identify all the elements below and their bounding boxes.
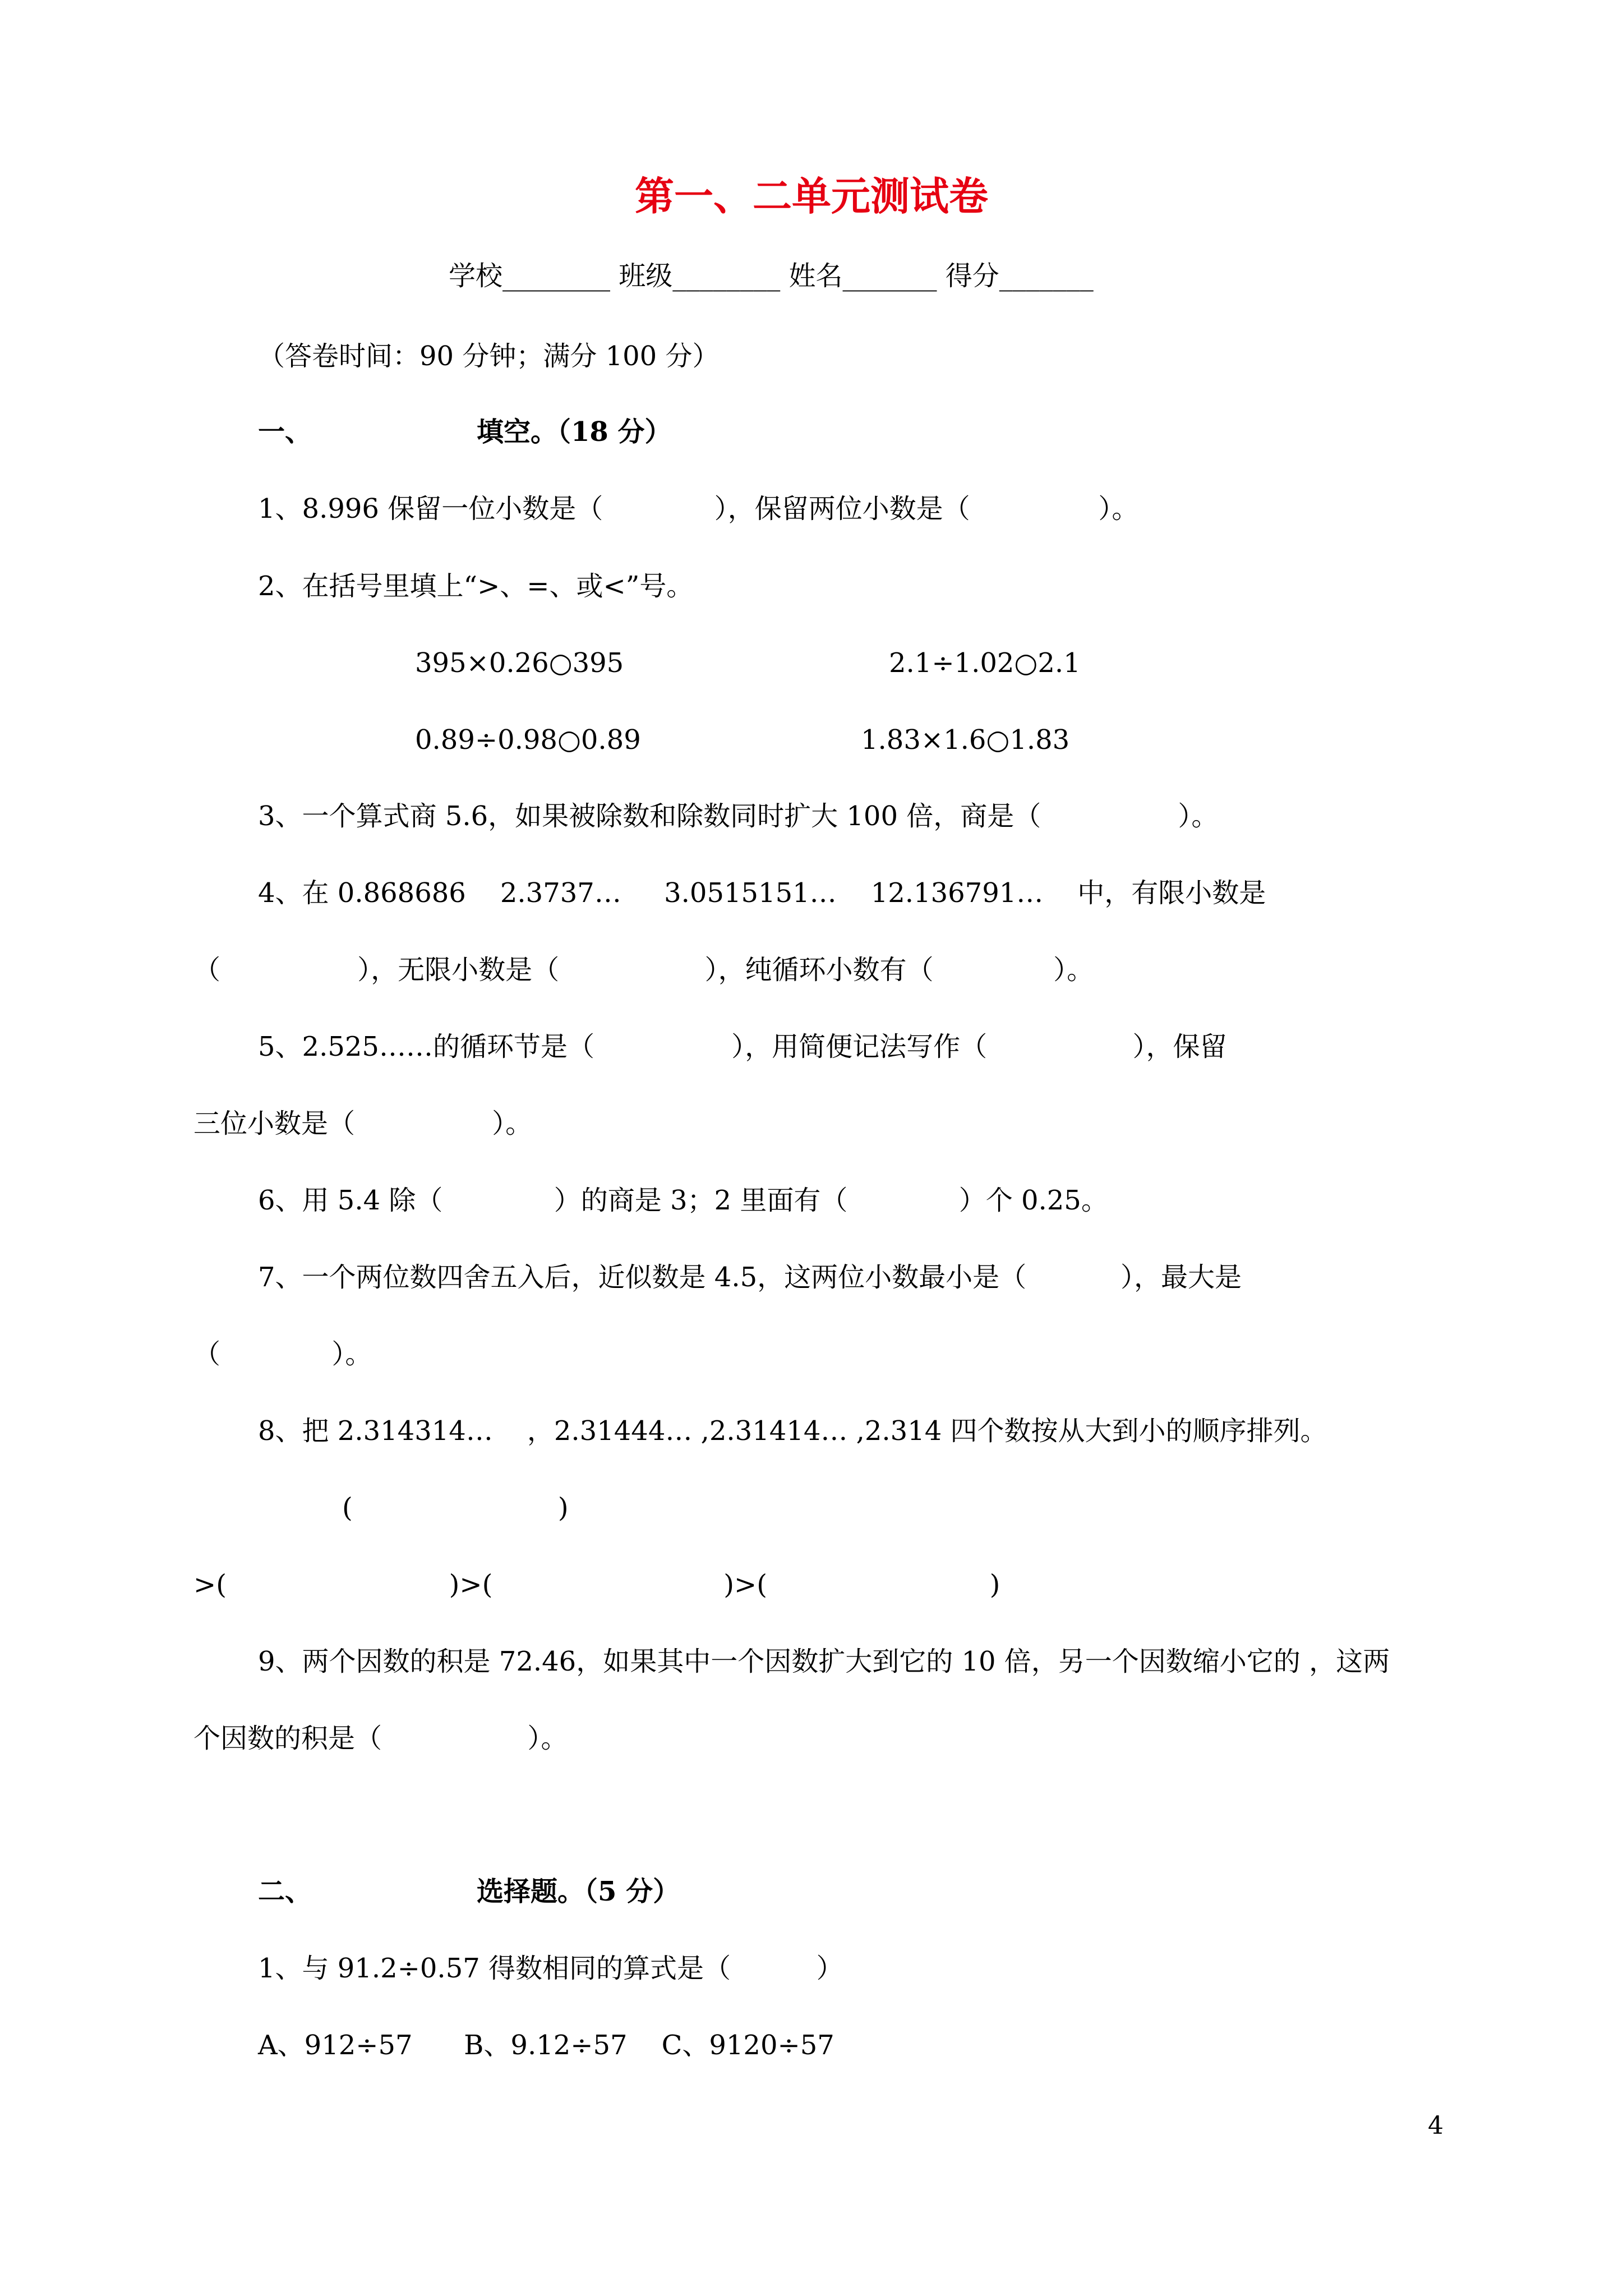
- question-1-8-line3: >( )>( )>( ): [193, 1569, 1000, 1600]
- question-1-7-line1: 7、一个两位数四舍五入后，近似数是 4.5，这两位小数最小是（ ），最大是: [258, 1262, 1242, 1293]
- question-2-1-options: A、912÷57 B、9.12÷57 C、9120÷57: [258, 2030, 834, 2061]
- question-1-5-line1: 5、2.525……的循环节是（ ），用简便记法写作（ ），保留: [258, 1031, 1227, 1062]
- question-1-9-line2: 个因数的积是（ ）。: [193, 1723, 568, 1754]
- question-1-8-line2: ( ): [342, 1492, 569, 1524]
- question-1-4-line1: 4、在 0.868686 2.3737… 3.0515151… 12.136791… 中，有限小数是: [258, 877, 1266, 909]
- section2-heading: 选择题。（5 分）: [477, 1876, 680, 1907]
- question-1-5-line2: 三位小数是（ ）。: [193, 1108, 533, 1139]
- question-1-2d: 1.83×1.6○1.83: [861, 724, 1070, 756]
- page-number: 4: [1428, 2111, 1444, 2140]
- question-2-1: 1、与 91.2÷0.57 得数相同的算式是（ ）: [258, 1953, 843, 1984]
- question-1-6: 6、用 5.4 除（ ）的商是 3；2 里面有（ ）个 0.25。: [258, 1185, 1108, 1216]
- question-1-3: 3、一个算式商 5.6，如果被除数和除数同时扩大 100 倍，商是（ ）。: [258, 800, 1219, 832]
- info-line: 学校________ 班级________ 姓名_______ 得分_______: [449, 260, 1094, 292]
- section1-heading: 填空。（18 分）: [477, 416, 672, 448]
- time-note: （答卷时间：90 分钟；满分 100 分）: [258, 341, 720, 372]
- question-1-9-line1: 9、两个因数的积是 72.46，如果其中一个因数扩大到它的 10 倍，另一个因数缩小它的 ，这两: [258, 1646, 1390, 1677]
- question-1-2a: 395×0.26○395: [415, 647, 624, 679]
- question-1-7-line2: （ ）。: [193, 1338, 372, 1370]
- question-1-2: 2、在括号里填上“>、=、或<”号。: [258, 570, 694, 602]
- question-1-2b: 2.1÷1.02○2.1: [889, 647, 1081, 679]
- page-title: 第一、二单元测试卷: [635, 173, 988, 219]
- question-1-1: 1、8.996 保留一位小数是（ ），保留两位小数是（ ）。: [258, 493, 1139, 524]
- section1-number: 一、: [258, 416, 312, 448]
- question-1-8-line1: 8、把 2.314314… ，2.31444… ,2.31414… ,2.314 四个数按从大到小的顺序排列。: [258, 1415, 1327, 1447]
- question-1-4-line2: （ ），无限小数是（ ），纯循环小数有（ ）。: [193, 954, 1094, 986]
- question-1-2c: 0.89÷0.98○0.89: [415, 724, 641, 756]
- section2-number: 二、: [258, 1876, 312, 1907]
